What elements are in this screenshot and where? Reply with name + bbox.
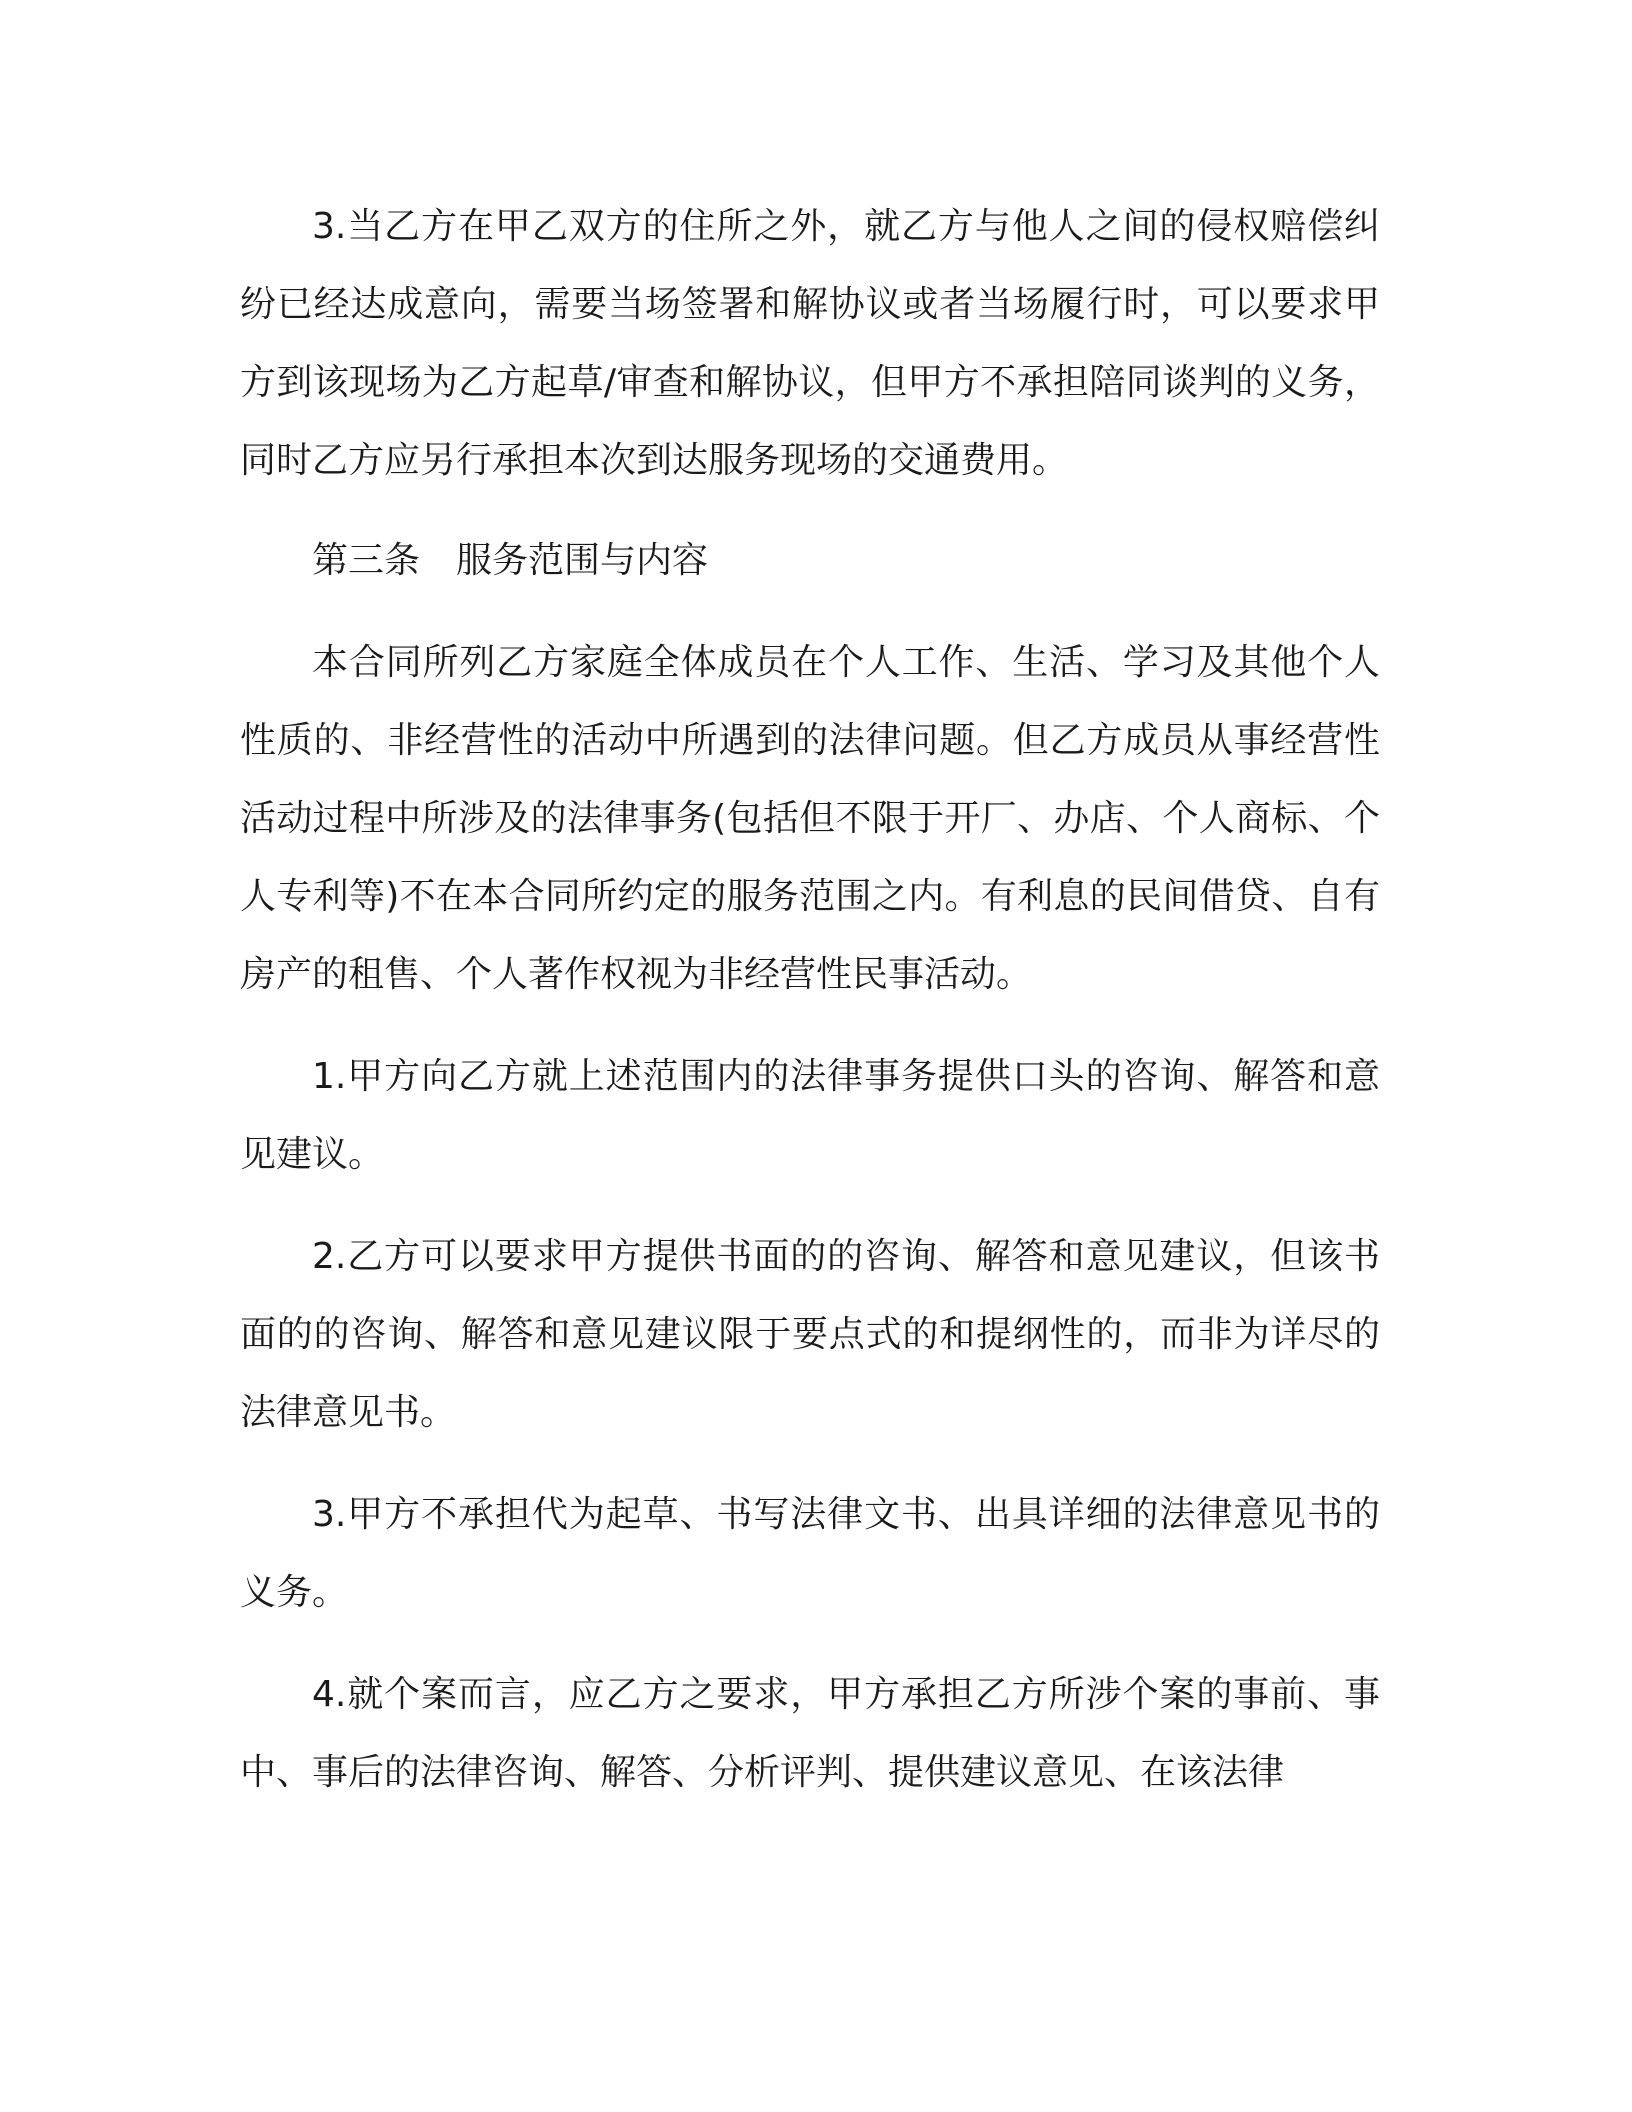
paragraph-service-scope: 本合同所列乙方家庭全体成员在个人工作、生活、学习及其他个人性质的、非经营性的活动中所遇到的法律问题。但乙方成员从事经营性活动过程中所涉及的法律事务(包括但不限于开厂、办店、个人商标、个人专利等)不在本合同所约定的服务范围之内。有利息的民间借贷、自有房产的租售、个人著作权视为非经营性民事活动。 (240, 642, 1380, 995)
paragraph-item-2: 2.乙方可以要求甲方提供书面的的咨询、解答和意见建议，但该书面的的咨询、解答和意见建议限于要点式的和提纲性的，而非为详尽的法律意见书。 (240, 1236, 1380, 1433)
paragraph-item-1: 1.甲方向乙方就上述范围内的法律事务提供口头的咨询、解答和意见建议。 (240, 1056, 1380, 1175)
paragraph-item-3: 3.甲方不承担代为起草、书写法律文书、出具详细的法律意见书的义务。 (240, 1494, 1380, 1613)
paragraph-item-4: 4.就个案而言，应乙方之要求，甲方承担乙方所涉个案的事前、事中、事后的法律咨询、解答、分析评判、提供建议意见、在该法律 (240, 1674, 1380, 1793)
section-heading-article-3: 第三条 服务范围与内容 (312, 540, 709, 581)
paragraph-onsite-settlement: 3.当乙方在甲乙双方的住所之外，就乙方与他人之间的侵权赔偿纠纷已经达成意向，需要当场签署和解协议或者当场履行时，可以要求甲方到该现场为乙方起草/审查和解协议，但甲方不承担陪同谈判的义务，同时乙方应另行承担本次到达服务现场的交通费用。 (240, 206, 1380, 481)
document-body (240, 188, 1380, 1812)
